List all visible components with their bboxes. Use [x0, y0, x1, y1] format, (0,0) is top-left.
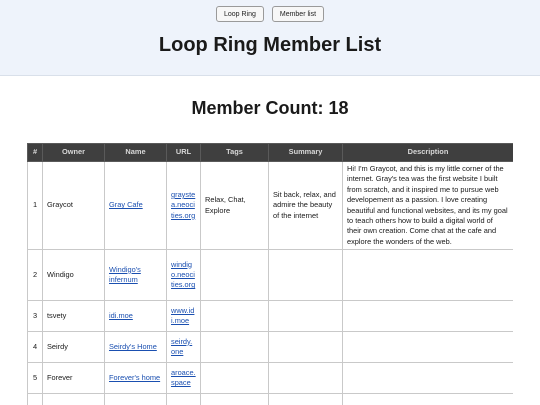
row-owner: Windigo — [43, 250, 105, 301]
row-tags — [201, 394, 269, 405]
row-tags: Relax, Chat, Explore — [201, 162, 269, 250]
site-name-link[interactable]: Gray Cafe — [109, 200, 143, 210]
table-row — [28, 363, 514, 394]
table-row — [28, 301, 514, 332]
row-tags — [201, 363, 269, 394]
row-summary — [269, 332, 343, 363]
row-description — [343, 332, 514, 363]
row-number: 4 — [28, 332, 43, 363]
col-header-tags: Tags — [201, 144, 269, 162]
row-description: Hi! I'm Graycot, and this is my little corner of the internet. Gray's tea was the first website I built from scratch, and it inspired me to pursue web developement as a passion. I love creating beautiful and functional websites, and its my goal to teach others how to build a digital world of their own creation. Come chat at the cafe and explore the wonders of the web. — [343, 162, 514, 250]
row-number: 3 — [28, 301, 43, 332]
row-tags — [201, 250, 269, 301]
member-table — [27, 143, 513, 405]
site-name-link[interactable]: Windigo's infernum — [109, 264, 141, 285]
site-name-link[interactable]: idi.moe — [109, 311, 133, 321]
site-name-link[interactable]: Seirdy's Home — [109, 342, 157, 352]
table-row — [28, 162, 514, 250]
member-table-container — [27, 143, 513, 405]
row-url-cell — [167, 363, 201, 394]
row-summary — [269, 363, 343, 394]
row-description — [343, 363, 514, 394]
row-owner: Forever — [43, 363, 105, 394]
row-url-cell — [167, 394, 201, 405]
row-owner — [43, 394, 105, 405]
row-description — [343, 250, 514, 301]
row-description — [343, 394, 514, 405]
row-owner: Seirdy — [43, 332, 105, 363]
site-url-link[interactable]: graystea.neocities.org — [171, 190, 196, 220]
table-row — [28, 394, 514, 405]
site-url-link[interactable]: windigo.neocities.org — [171, 259, 196, 290]
site-name-link[interactable]: Forever's home — [109, 373, 161, 383]
site-url-link[interactable]: aroace.space — [171, 367, 196, 388]
row-number — [28, 394, 43, 405]
row-summary: Sit back, relax, and admire the beauty of the internet — [269, 162, 343, 250]
row-url-cell — [167, 332, 201, 363]
col-header-description: Description — [343, 144, 514, 162]
row-name-cell — [105, 162, 167, 250]
row-name-cell — [105, 363, 167, 394]
table-header-row — [28, 144, 514, 162]
member-count: Member Count: 18 — [191, 98, 349, 118]
col-header-name: Name — [105, 144, 167, 162]
page-header — [0, 0, 540, 76]
row-url-cell — [167, 250, 201, 301]
table-row — [28, 250, 514, 301]
table-row — [28, 332, 514, 363]
col-header-owner: Owner — [43, 144, 105, 162]
row-tags — [201, 332, 269, 363]
row-summary — [269, 301, 343, 332]
row-description — [343, 301, 514, 332]
loop-ring-button[interactable]: Loop Ring — [216, 6, 264, 22]
row-number: 2 — [28, 250, 43, 301]
page-title: Loop Ring Member List — [158, 34, 382, 56]
row-tags — [201, 301, 269, 332]
site-url-link[interactable]: www.idi.moe — [171, 305, 195, 326]
site-url-link[interactable]: seirdy.one — [171, 336, 193, 357]
row-url-cell — [167, 162, 201, 250]
col-header-summary: Summary — [269, 144, 343, 162]
row-name-cell — [105, 394, 167, 405]
col-header-url: URL — [167, 144, 201, 162]
row-name-cell — [105, 332, 167, 363]
row-number: 1 — [28, 162, 43, 250]
row-name-cell — [105, 301, 167, 332]
row-summary — [269, 394, 343, 405]
row-owner: Graycot — [43, 162, 105, 250]
top-nav — [0, 6, 540, 22]
row-owner: tsvety — [43, 301, 105, 332]
row-name-cell — [105, 250, 167, 301]
col-header-num: # — [28, 144, 43, 162]
member-list-button[interactable]: Member list — [272, 6, 324, 22]
row-summary — [269, 250, 343, 301]
row-url-cell — [167, 301, 201, 332]
row-number: 5 — [28, 363, 43, 394]
